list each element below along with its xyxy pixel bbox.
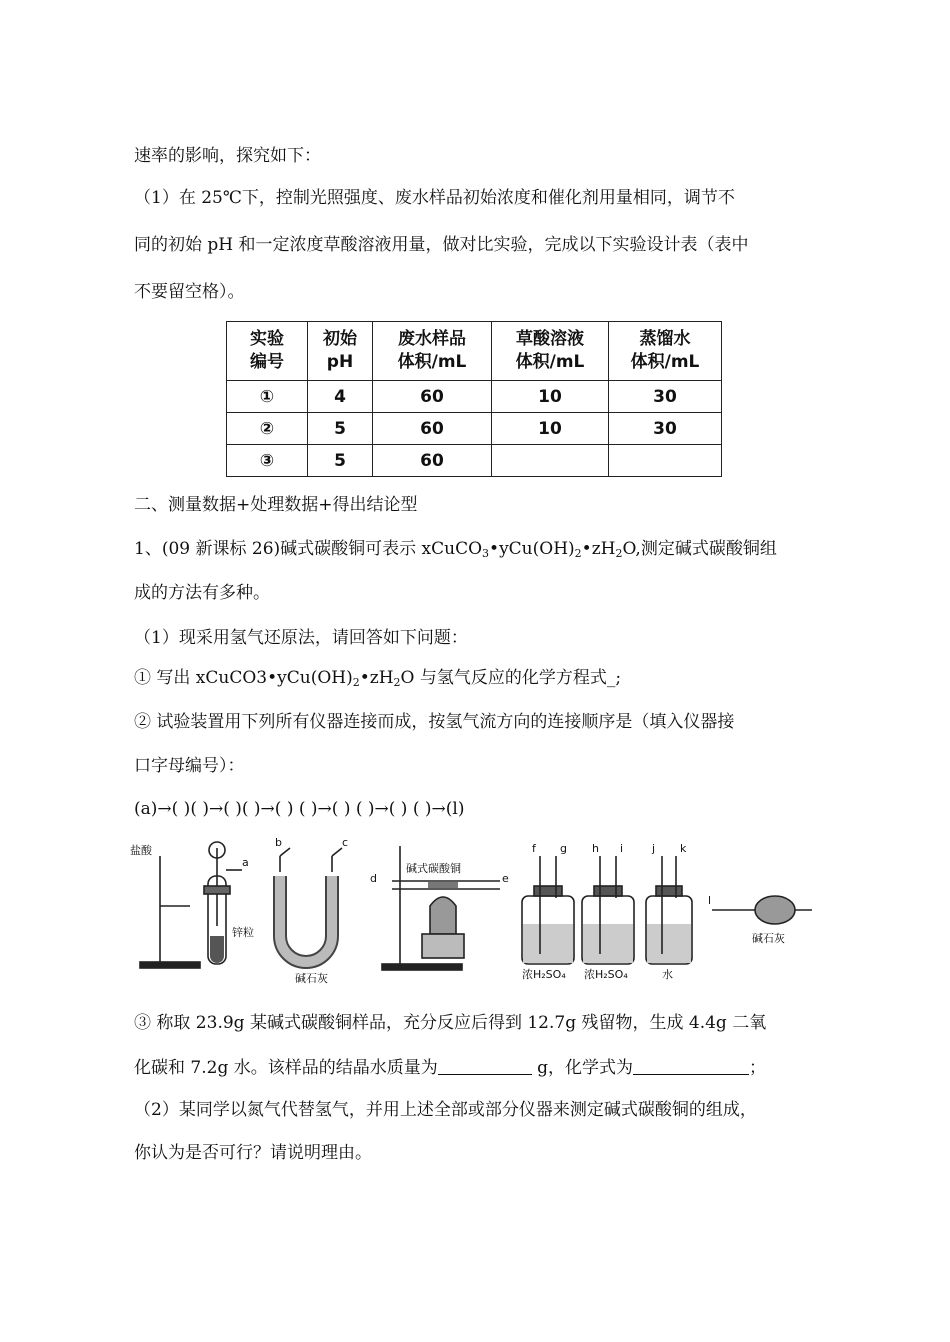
table-header: 草酸溶液 体积/mL [492, 322, 609, 381]
text-line: （2）某同学以氮气代替氢气，并用上述全部或部分仪器来测定碱式碳酸铜的组成， [134, 1100, 757, 1120]
hydrogen-generator [130, 842, 254, 968]
experiment-design-table [226, 321, 722, 477]
table-cell: 10 [492, 413, 609, 445]
table-cell[interactable] [492, 445, 609, 477]
table-row [227, 413, 722, 445]
answer-blank-water-mass[interactable] [438, 1058, 532, 1075]
port-j: j [652, 842, 656, 855]
label-conc-h2so4-2: 浓H₂SO₄ [584, 968, 628, 981]
text-line: 成的方法有多种。 [134, 583, 270, 603]
port-a: a [242, 856, 249, 869]
wash-bottle-2 [582, 842, 634, 981]
label-hcl: 盐酸 [130, 844, 152, 857]
text-line: ③ 称取 23.9g 某碱式碳酸铜样品，充分反应后得到 12.7g 残留物，生成 4.4g 二氧 [134, 1013, 767, 1033]
label-zinc: 锌粒 [232, 926, 254, 939]
port-h: h [592, 842, 599, 855]
table-row [227, 445, 722, 477]
table-cell: ② [227, 413, 308, 445]
table-cell: 5 [308, 413, 373, 445]
connection-order-line[interactable]: (a)→( )( )→( )( )→( ) ( )→( ) ( )→( ) ( )→(l) [134, 799, 465, 819]
apparatus-diagram [130, 836, 820, 986]
label-conc-h2so4-1: 浓H₂SO₄ [522, 968, 566, 981]
table-row [227, 381, 722, 413]
port-d: d [370, 872, 377, 885]
text-line: 口字母编号）： [134, 756, 245, 776]
text-line: 化碳和 7.2g 水。该样品的结晶水质量为 g，化学式为 ； [134, 1058, 767, 1078]
table-cell: 60 [373, 381, 492, 413]
wash-bottle-1 [522, 842, 574, 981]
label-water: 水 [662, 968, 673, 981]
port-i: i [620, 842, 624, 855]
answer-blank-formula[interactable] [633, 1058, 749, 1075]
text-line: 你认为是否可行？请说明理由。 [134, 1143, 372, 1163]
u-tube [275, 836, 348, 985]
table-cell: 30 [609, 413, 722, 445]
text-line: 同的初始 pH 和一定浓度草酸溶液用量，做对比实验，完成以下实验设计表（表中 [134, 235, 749, 255]
text-line: （1）现采用氢气还原法，请回答如下问题： [134, 628, 468, 648]
table-cell: 30 [609, 381, 722, 413]
port-k: k [680, 842, 687, 855]
label-sample: 碱式碳酸铜 [406, 862, 461, 875]
table-cell: ③ [227, 445, 308, 477]
table-cell[interactable] [609, 445, 722, 477]
label-soda-lime-2: 碱石灰 [752, 932, 785, 945]
text-line: 速率的影响，探究如下： [134, 146, 321, 166]
text-line: ① 写出 $xCuCO3•yCu(OH)_2•zH_2O$ 与氢气反应的化学方程式_; [134, 668, 622, 689]
text-line: ② 试验装置用下列所有仪器连接而成，按氢气流方向的连接顺序是（填入仪器接 [134, 712, 735, 732]
table-header: 实验 编号 [227, 322, 308, 381]
combustion-tube [370, 846, 509, 970]
section-heading: 二、测量数据+处理数据+得出结论型 [134, 495, 418, 515]
table-header: 初始 pH [308, 322, 373, 381]
table-header: 废水样品 体积/mL [373, 322, 492, 381]
table-cell: 60 [373, 445, 492, 477]
label-soda-lime: 碱石灰 [295, 972, 328, 985]
port-f: f [532, 842, 536, 855]
table-header: 蒸馏水 体积/mL [609, 322, 722, 381]
table-cell: 10 [492, 381, 609, 413]
table-cell: 60 [373, 413, 492, 445]
port-g: g [560, 842, 567, 855]
port-b: b [275, 836, 282, 849]
port-e: e [502, 872, 509, 885]
table-cell: 4 [308, 381, 373, 413]
text-line: （1）在 25℃下，控制光照强度、废水样品初始浓度和催化剂用量相同，调节不 [134, 188, 735, 208]
drying-tube [708, 894, 812, 945]
table-cell: ① [227, 381, 308, 413]
text-line: 不要留空格）。 [134, 282, 245, 302]
wash-bottle-3 [646, 842, 692, 981]
text-line: 1、(09 新课标 26)碱式碳酸铜可表示 $xCuCO_3•yCu(OH)_2•zH_2O$,测定碱式碳酸铜组 [134, 539, 777, 560]
table-cell: 5 [308, 445, 373, 477]
port-l: l [708, 894, 712, 907]
port-c: c [342, 836, 349, 849]
